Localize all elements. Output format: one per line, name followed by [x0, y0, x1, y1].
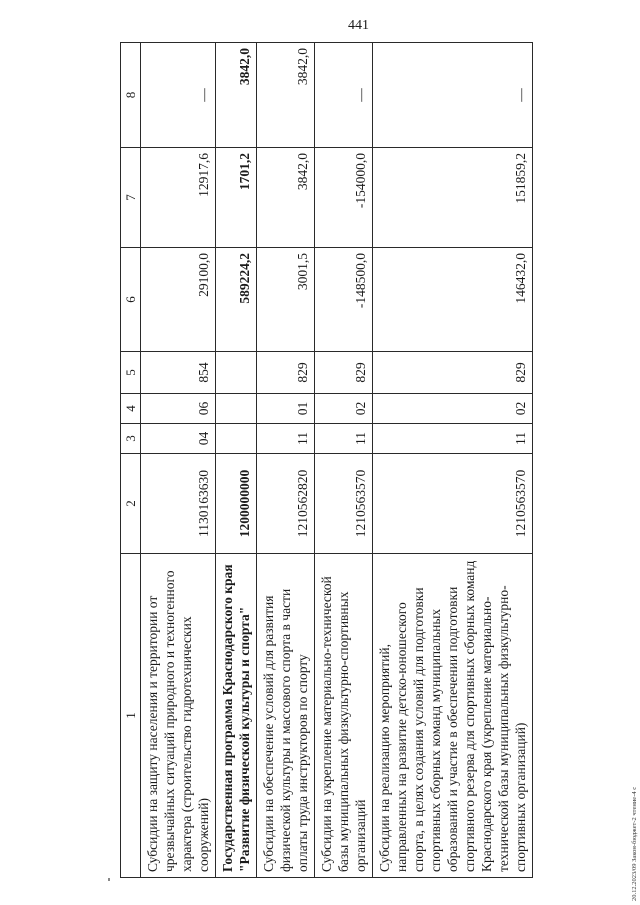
row-section: 11: [315, 424, 373, 454]
row-amount-col7: -154000,0: [315, 148, 373, 248]
row-description: Субсидии на реализацию мероприятий, направленных на развитие детско-юношеского спорта, в целях создания условий для подготовки спортивных сборных команд муниципальных образований и участие в обеспечении подготовки спортивного резерва для спортивных сборных команд Краснодарского края (укрепление материально-технической базы муниципальных физкультурно-спортивных организаций): [373, 554, 533, 878]
row-amount-col8: —: [141, 43, 216, 148]
table-header-row: [121, 43, 141, 878]
row-section: 04: [141, 424, 216, 454]
row-subsection: 02: [373, 394, 533, 424]
header-cell: 7: [121, 148, 141, 248]
row-amount-col8: 3842,0: [216, 43, 257, 148]
document-stamp: 20.12.2023/09 Закон-бюджет-2 чтение-4 с: [631, 786, 638, 901]
row-subsection: 06: [141, 394, 216, 424]
row-expense-type: [216, 352, 257, 394]
row-section: 11: [373, 424, 533, 454]
row-expense-type: 854: [141, 352, 216, 394]
row-amount-col8: 3842,0: [257, 43, 315, 148]
row-description: Субсидии на защиту населения и территории от чрезвычайных ситуаций природного и техногенного характера (строительство гидротехнических сооружений): [141, 554, 216, 878]
budget-table-rotated: [120, 43, 617, 878]
row-amount-col6: 29100,0: [141, 248, 216, 352]
row-description: Субсидии на обеспечение условий для развития физической культуры и массового спорта в части оплаты труда инструкторов по спорту: [257, 554, 315, 878]
row-subsection: [216, 394, 257, 424]
header-cell: 2: [121, 454, 141, 554]
row-subsection: 01: [257, 394, 315, 424]
row-description: Субсидии на укрепление материально-технической базы муниципальных физкультурно-спортивных организаций: [315, 554, 373, 878]
row-expense-type: 829: [257, 352, 315, 394]
row-subsection: 02: [315, 394, 373, 424]
budget-table: [120, 42, 533, 878]
row-target-code: 1200000000: [216, 454, 257, 554]
row-amount-col6: -148500,0: [315, 248, 373, 352]
header-cell: 3: [121, 424, 141, 454]
row-amount-col8: —: [373, 43, 533, 148]
row-amount-col8: —: [315, 43, 373, 148]
table-row: [315, 43, 373, 878]
row-target-code: 1130163630: [141, 454, 216, 554]
row-target-code: 1210562820: [257, 454, 315, 554]
row-expense-type: 829: [315, 352, 373, 394]
table-row: [141, 43, 216, 878]
row-amount-col7: 151859,2: [373, 148, 533, 248]
scan-mark: [108, 878, 110, 881]
header-cell: 1: [121, 554, 141, 878]
header-cell: 8: [121, 43, 141, 148]
row-section: [216, 424, 257, 454]
row-amount-col7: 1701,2: [216, 148, 257, 248]
header-cell: 4: [121, 394, 141, 424]
row-amount-col7: 12917,6: [141, 148, 216, 248]
row-amount-col6: 589224,2: [216, 248, 257, 352]
row-expense-type: 829: [373, 352, 533, 394]
row-section: 11: [257, 424, 315, 454]
row-target-code: 1210563570: [373, 454, 533, 554]
header-cell: 5: [121, 352, 141, 394]
row-target-code: 1210563570: [315, 454, 373, 554]
row-amount-col6: 3001,5: [257, 248, 315, 352]
table-row: [257, 43, 315, 878]
row-description: Государственная программа Краснодарского края "Развитие физической культуры и спорта": [216, 554, 257, 878]
header-cell: 6: [121, 248, 141, 352]
row-amount-col6: 146432,0: [373, 248, 533, 352]
page-number: 441: [348, 18, 369, 33]
table-row: [373, 43, 533, 878]
table-row-program: [216, 43, 257, 878]
row-amount-col7: 3842,0: [257, 148, 315, 248]
